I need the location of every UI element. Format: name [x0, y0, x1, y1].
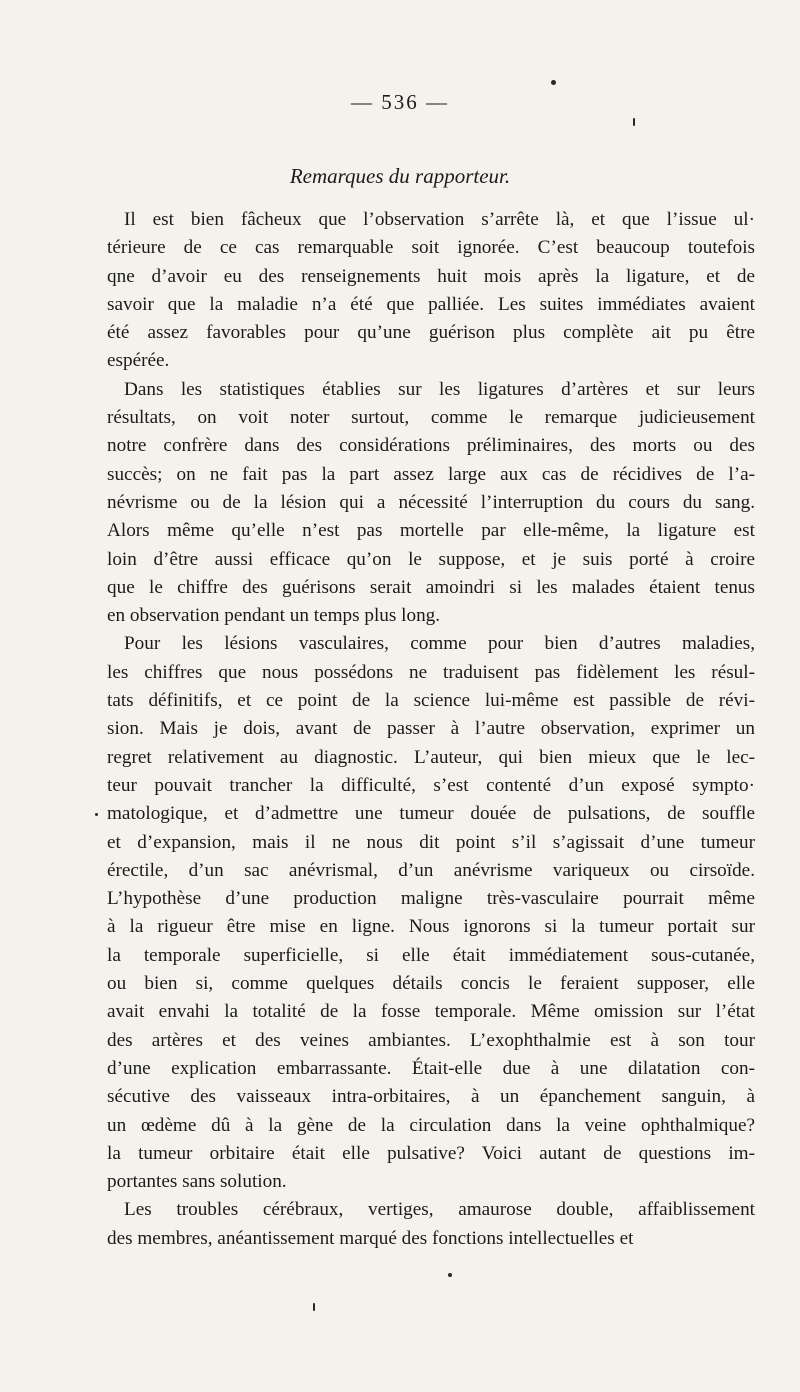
text-line: été assez favorables pour qu’une guérison plus complète ait pu être	[107, 322, 755, 344]
body-text	[107, 206, 755, 1253]
paragraph	[107, 376, 755, 631]
section-title: Remarques du rapporteur.	[289, 164, 511, 188]
text-line: à la rigueur être mise en ligne. Nous ignorons si la tumeur portait sur	[107, 916, 755, 938]
paragraph	[107, 206, 755, 376]
text-line: Les troubles cérébraux, vertiges, amaurose double, affaiblissement	[124, 1199, 755, 1221]
text-line: Alors même qu’elle n’est pas mortelle par elle-même, la ligature est	[107, 520, 755, 542]
ink-speck	[95, 813, 98, 816]
text-line: térieure de ce cas remarquable soit ignorée. C’est beaucoup toutefois	[107, 237, 755, 259]
text-line: L’hypothèse d’une production maligne très-vasculaire pourrait même	[107, 888, 755, 910]
text-line: un œdème dû à la gène de la circulation dans la veine ophthalmique?	[107, 1114, 755, 1136]
text-line: la tumeur orbitaire était elle pulsative? Voici autant de questions im-	[107, 1142, 755, 1164]
text-line: succès; on ne fait pas la part assez large aux cas de récidives de l’a-	[107, 463, 755, 485]
text-line: et d’expansion, mais il ne nous dit point s’il s’agissait d’une tumeur	[107, 831, 755, 853]
text-line: en observation pendant un temps plus long.	[107, 605, 441, 627]
text-line: Dans les statistiques établies sur les ligatures d’artères et sur leurs	[124, 378, 755, 400]
text-line: les chiffres que nous possédons ne traduisent pas fidèlement les résul-	[107, 661, 755, 683]
text-line: Il est bien fâcheux que l’observation s’arrête là, et que l’issue ul·	[124, 209, 755, 230]
ink-speck	[633, 118, 635, 126]
text-line: savoir que la maladie n’a été que palliée. Les suites immédiates avaient	[107, 293, 755, 315]
text-line: la temporale superficielle, si elle était immédiatement sous-cutanée,	[107, 944, 755, 966]
text-line: Pour les lésions vasculaires, comme pour bien d’autres maladies,	[124, 633, 755, 655]
text-line: que le chiffre des guérisons serait amoindri si les malades étaient tenus	[107, 576, 755, 598]
text-line: qne d’avoir eu des renseignements huit mois après la ligature, et de	[107, 265, 755, 287]
text-line: matologique, et d’admettre une tumeur douée de pulsations, de souffle	[107, 803, 755, 825]
text-line: sécutive des vaisseaux intra-orbitaires, à un épanchement sanguin, à	[107, 1086, 755, 1108]
text-line: loin d’être aussi efficace qu’on le suppose, et je suis porté à croire	[107, 548, 755, 570]
text-line: notre confrère dans des considérations préliminaires, des morts ou des	[107, 435, 755, 457]
text-line: des membres, anéantissement marqué des fonctions intellectuelles et	[107, 1227, 634, 1249]
ink-speck	[551, 80, 556, 85]
text-line: teur pouvait trancher la difficulté, s’est contenté d’un exposé sympto·	[107, 774, 755, 796]
text-line: névrisme ou de la lésion qui a nécessité l’interruption du cours du sang.	[107, 491, 755, 513]
text-line: d’une explication embarrassante. Était-elle due à une dilatation con-	[107, 1057, 755, 1079]
text-line: regret relativement au diagnostic. L’auteur, qui bien mieux que le lec-	[107, 746, 755, 768]
text-line: sion. Mais je dois, avant de passer à l’autre observation, exprimer un	[107, 718, 755, 740]
ink-speck	[313, 1303, 315, 1311]
text-line: tats définitifs, et ce point de la science lui-même est passible de révi-	[107, 690, 755, 712]
text-line: résultats, on voit noter surtout, comme le remarque judicieusement	[107, 407, 755, 429]
text-line: portantes sans solution.	[107, 1171, 287, 1193]
paragraph	[107, 630, 755, 1196]
text-line: ou bien si, comme quelques détails concis le feraient supposer, elle	[107, 973, 755, 995]
page-number: — 536 —	[351, 90, 449, 114]
text-line: des artères et des veines ambiantes. L’exophthalmie est à son tour	[107, 1029, 755, 1051]
text-line: érectile, d’un sac anévrismal, d’un anévrisme variqueux ou cirsoïde.	[107, 859, 755, 881]
text-line: avait envahi la totalité de la fosse temporale. Même omission sur l’état	[107, 1001, 755, 1023]
ink-speck	[448, 1273, 452, 1277]
paragraph	[107, 1196, 755, 1253]
text-line: espérée.	[107, 350, 170, 372]
